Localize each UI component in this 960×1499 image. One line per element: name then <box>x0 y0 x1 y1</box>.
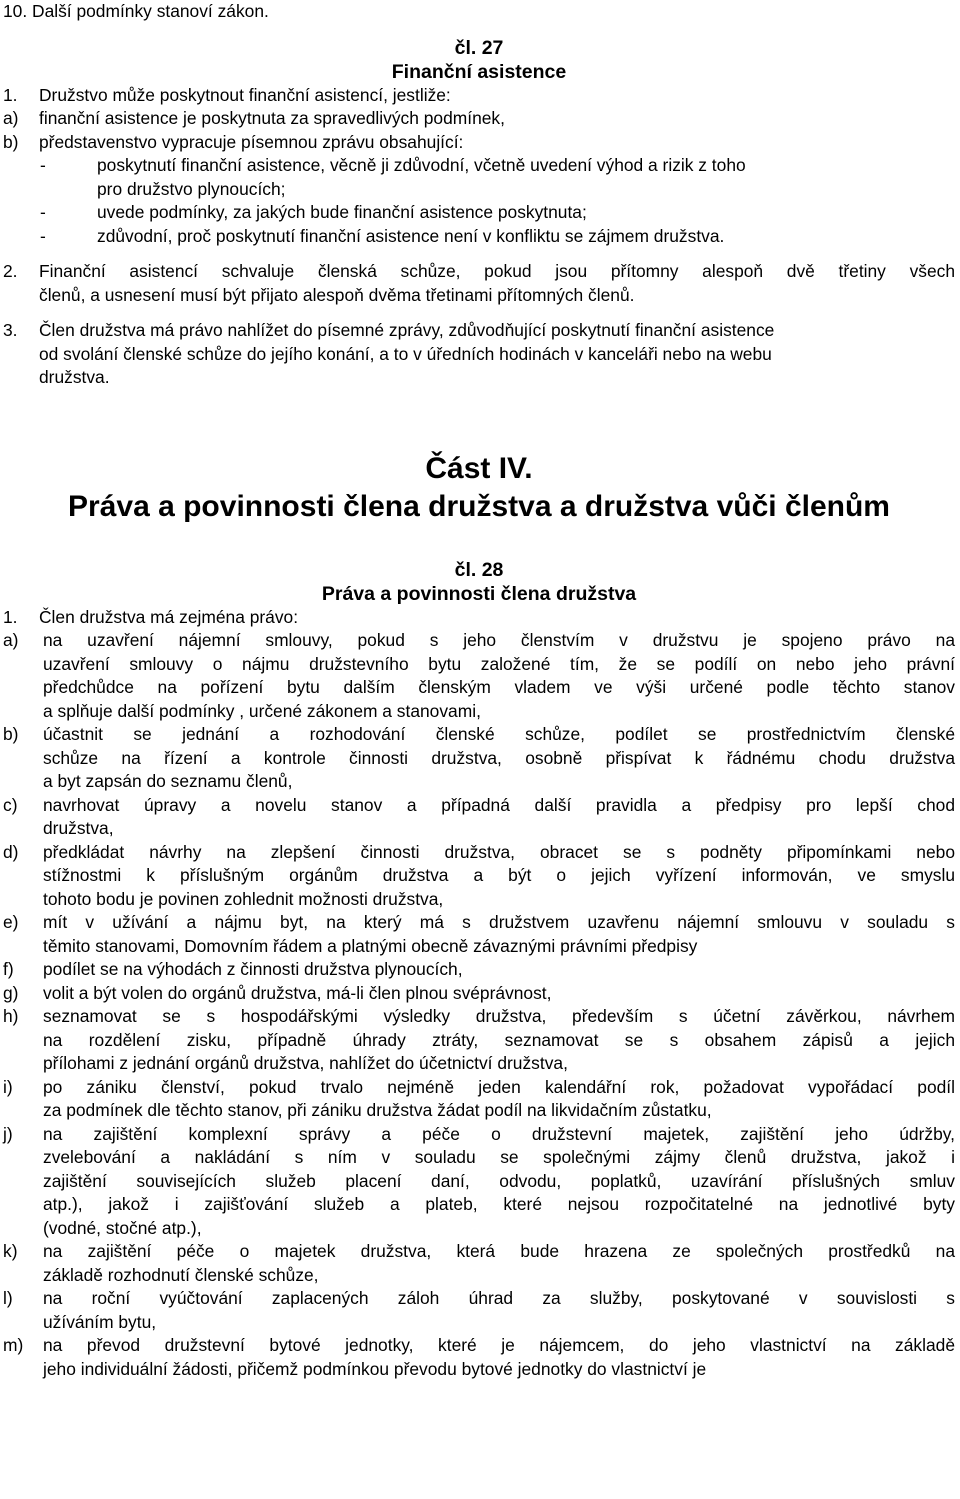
art27-item-b: b) představenstvo vypracuje písemnou zprávu obsahující: <box>3 131 464 152</box>
list-item-line: uzavření smlouvy o nájmu družstevního bytu založené tím, že se podílí on nebo jeho právní <box>43 653 955 674</box>
list-item-line: na roční vyúčtování zaplacených záloh úhrad za služby, poskytované v souvislosti s <box>43 1288 955 1308</box>
list-item-label: d) <box>3 841 19 862</box>
list-item <box>3 723 955 794</box>
list-item-line: na zajištění péče o majetek družstva, která bude hrazena ze společných prostředků na <box>43 1241 955 1261</box>
art27-dash-item-1-cont: pro družstvo plynoucích; <box>97 178 286 199</box>
list-item-line: základě rozhodnutí členské schůze, <box>43 1264 319 1285</box>
list-item-line: na zajištění komplexní správy a péče o družstevní majetek, zajištění jeho údržby, <box>43 1123 955 1144</box>
list-item-line: užíváním bytu, <box>43 1311 157 1332</box>
list-item-line: přílohami z jednání orgánů družstva, nahlížet do účetnictví družstva, <box>43 1053 568 1073</box>
document-page: 10. Další podmínky stanoví zákon. čl. 27 Finanční asistence 1. Družstvo může poskytnout finanční asistencí, jestliže: a) finanční asistence je poskytnuta za spravedlivých podmínek, b) představenstvo vypracuje písemnou zprávu obsahující: - poskytnutí finanční asistence, věcně ji zdůvodní, včetně uvedení výhod a rizik z toho pro družstvo plynoucích; - uvede podmínky, za jakých bude finanční asistence poskytnuta; - zdůvodní, proč poskytnutí finanční asistence není v konfliktu se zájmem družstva. 2. Finanční asistencí schvaluje členská schůze, pokud jsou přítomny alespoň dvě třetiny všech členů, a usnesení musí být přijato alespoň dvěma třetinami přítomných členů. 3. Člen družstva má právo nahlížet do písemné zprávy, zdůvodňující poskytnutí finanční asistence od svolání členské schůze do jejího konání, a to v úředních hodinách v kanceláři nebo na webu družstva. Část IV. Práva a povinnosti člena družstva a družstva vůči členům čl. 28 Práva a povinnosti člena družstva 1. Člen družstva má zejména právo: a) na uzavření nájemní smlouvy, pokud s jeho členstvím v družstvu je spojeno právo na uzavření smlouvy o nájmu družstevního bytu založené tím, že se podílí on nebo jeho právní předchůdce na pořízení bytu dalším členským vladem ve výši určené podle těchto stanov a splňuje další podmínky , určené zákonem a stanovami, b) účastnit se jednání a rozhodování členské schůze, podílet se prostřednictvím členské schůze na řízení a kontrole činnosti družstva, osobně přispívat k řádnému chodu družstva a byt zapsán do seznamu členů, c) navrhovat úpravy a novelu stanov a případná další pravidla a předpisy pro lepší chod družstva, d) předkládat návrhy na zlepšení činnosti družstva, obracet se s podněty připomínkami nebo stížnostmi k příslušným orgánům družstva a být o jejich vyřízení informován, ve smyslu tohoto bodu je povinen zohlednit možnosti družstva, e) mít v užívání a nájmu byt, na který má s družstvem uzavřenu nájemní smlouvu v souladu s těmito stanovami, Domovním řádem a platnými obecně závaznými právními předpisy f) podílet se na výhodách z činnosti družstva plynoucích, g) volit a být volen do orgánů družstva, má-li člen plnou svéprávnost, h) seznamovat se s hospodářskými výsledky družstva, především s účetní závěrkou, návrhem na rozdělení zisku, případně úhrady ztráty, seznamovat se s obsahem zápisů a jejich přílohami z jednání orgánů družstva, nahlížet do účetnictví družstva, i) po zániku členství, pokud trvalo nejméně jeden kalendářní rok, požadovat vypořádací podíl za podmínek dle těchto stanov, při zániku družstva žádat podíl na likvidačním zůstatku, j) na zajištění komplexní správy a péče o družstevní majetek, zajištění jeho údržby, zvelebování a nakládání s ním v souladu se společnými zájmy členů družstva, jakož i zajištění souvisejících služeb placení daní, odvodu, poplatků, uzavírání příslušných smluv atp.), jakož i zajišťování služeb a plateb, které nejsou rozpočitatelné na jednotlivé byty (vodné, stočné atp.), k) na zajištění péče o majetek družstva, která bude hrazena ze společných prostředků na základě rozhodnutí členské schůze, l) na roční vyúčtování zaplacených záloh úhrad za služby, poskytované v souvislosti s užíváním bytu, m) na převod družstevní bytové jednotky, které je nájemcem, do jeho vlastnictví na základě jeho individuální žádosti, přičemž podmínkou převodu bytové jednotky do vlastnictví je <box>0 0 960 1381</box>
list-item-line: zajištění souvisejících služeb placení daní, odvodu, poplatků, uzavírání příslušných smluv <box>43 1170 955 1191</box>
list-item <box>3 1005 955 1076</box>
list-item-line: družstva, <box>43 818 114 838</box>
list-item <box>3 1334 955 1381</box>
list-item-line: schůze na řízení a kontrole činnosti družstva, osobně přispívat k řádnému chodu družstva <box>43 747 955 768</box>
list-item-line: a byt zapsán do seznamu členů, <box>43 771 293 791</box>
part-4-subtitle: Práva a povinnosti člena družstva a družstva vůči členům <box>68 489 890 523</box>
list-item <box>3 958 955 982</box>
art28-paragraph-1: 1. Člen družstva má zejména právo: <box>3 606 299 627</box>
list-item <box>3 1240 955 1287</box>
art27-dash-item-2: - uvede podmínky, za jakých bude finanční asistence poskytnuta; <box>40 202 587 222</box>
list-item-label: j) <box>3 1123 13 1144</box>
list-item-line: podílet se na výhodách z činnosti družstva plynoucích, <box>43 959 463 979</box>
list-item-label: k) <box>3 1241 18 1261</box>
list-item-line: volit a být volen do orgánů družstva, má-li člen plnou svéprávnost, <box>43 982 552 1003</box>
art27-dash-item-3: - zdůvodní, proč poskytnutí finanční asistence není v konfliktu se zájmem družstva. <box>40 225 725 246</box>
list-item-label: f) <box>3 959 14 979</box>
list-item-line: a splňuje další podmínky , určené zákonem a stanovami, <box>43 700 481 721</box>
list-item-line: předchůdce na pořízení bytu dalším členským vladem ve výši určené podle těchto stanov <box>43 677 955 697</box>
list-item-line: na rozdělení zisku, případně úhrady ztráty, seznamovat se s obsahem zápisů a jejich <box>43 1029 955 1050</box>
list-item-line: předkládat návrhy na zlepšení činnosti družstva, obracet se s podněty připomínkami nebo <box>43 841 955 862</box>
list-item-label: a) <box>3 630 19 650</box>
list-item-label: b) <box>3 724 19 744</box>
part-4-title: Část IV. <box>425 451 533 485</box>
list-item-line: mít v užívání a nájmu byt, na který má s družstvem uzavřenu nájemní smlouvu v souladu s <box>43 912 955 932</box>
list-item-line: na převod družstevní bytové jednotky, které je nájemcem, do jeho vlastnictví na základě <box>43 1335 955 1355</box>
list-item <box>3 982 955 1006</box>
list-item <box>3 629 955 723</box>
list-item-label: c) <box>3 794 18 815</box>
list-item <box>3 1076 955 1123</box>
art27-dash-item-1: - poskytnutí finanční asistence, věcně ji zdůvodní, včetně uvedení výhod a rizik z toho <box>40 155 746 175</box>
list-item-label: h) <box>3 1006 19 1026</box>
list-item-label: l) <box>3 1288 13 1308</box>
article-27-number: čl. 27 <box>454 36 504 59</box>
art27-paragraph-3: 3. Člen družstva má právo nahlížet do písemné zprávy, zdůvodňující poskytnutí finanční asistence <box>3 320 775 340</box>
art27-item-a: a) finanční asistence je poskytnuta za spravedlivých podmínek, <box>3 108 505 128</box>
list-item-label: e) <box>3 912 19 932</box>
art27-paragraph-1: 1. Družstvo může poskytnout finanční asistencí, jestliže: <box>3 84 451 105</box>
list-item-line: za podmínek dle těchto stanov, při zániku družstva žádat podíl na likvidačním zůstatku, <box>43 1100 712 1120</box>
article-27-title: Finanční asistence <box>391 60 567 83</box>
top-line: 10. Další podmínky stanoví zákon. <box>3 1 269 21</box>
list-item-line: seznamovat se s hospodářskými výsledky družstva, především s účetní závěrkou, návrhem <box>43 1006 955 1026</box>
list-item-line: navrhovat úpravy a novelu stanov a případná další pravidla a předpisy pro lepší chod <box>43 794 955 815</box>
list-item <box>3 794 955 841</box>
list-item-line: po zániku členství, pokud trvalo nejméně jeden kalendářní rok, požadovat vypořádací podíl <box>43 1076 955 1097</box>
list-item-label: g) <box>3 982 19 1003</box>
list-item <box>3 1287 955 1334</box>
list-item-label: m) <box>3 1335 24 1355</box>
article-28-title: Práva a povinnosti člena družstva <box>321 582 637 605</box>
list-item-line: (vodné, stočné atp.), <box>43 1217 202 1238</box>
list-item-line: tohoto bodu je povinen zohlednit možnosti družstva, <box>43 888 444 909</box>
list-item-line: zvelebování a nakládání s ním v souladu se společnými zájmy členů družstva, jakož i <box>43 1147 955 1167</box>
list-item-line: jeho individuální žádosti, přičemž podmínkou převodu bytové jednotky do vlastnictví je <box>43 1358 707 1379</box>
list-item <box>3 841 955 912</box>
art27-paragraph-2: 2. Finanční asistencí schvaluje členská schůze, pokud jsou přítomny alespoň dvě třetiny všech členů, a usnesení musí být přijato alespoň dvěma třetinami přítomných členů. <box>3 261 955 305</box>
list-item-line: těmito stanovami, Domovním řádem a platnými obecně závaznými právními předpisy <box>43 935 698 956</box>
list-item <box>3 911 955 958</box>
list-item-line: stížnostmi k příslušným orgánům družstva a být o jejich vyřízení informován, ve smyslu <box>43 865 955 885</box>
list-item-line: atp.), jakož i zajišťování služeb a plateb, které nejsou rozpočitatelné na jednotlivé byty <box>43 1194 955 1214</box>
art28-item-list <box>3 629 955 1381</box>
list-item-line: na uzavření nájemní smlouvy, pokud s jeho členstvím v družstvu je spojeno právo na <box>43 630 955 650</box>
list-item <box>3 1123 955 1241</box>
list-item-label: i) <box>3 1076 13 1097</box>
article-28-number: čl. 28 <box>454 558 504 581</box>
list-item-line: účastnit se jednání a rozhodování členské schůze, podílet se prostřednictvím členské <box>43 724 955 744</box>
